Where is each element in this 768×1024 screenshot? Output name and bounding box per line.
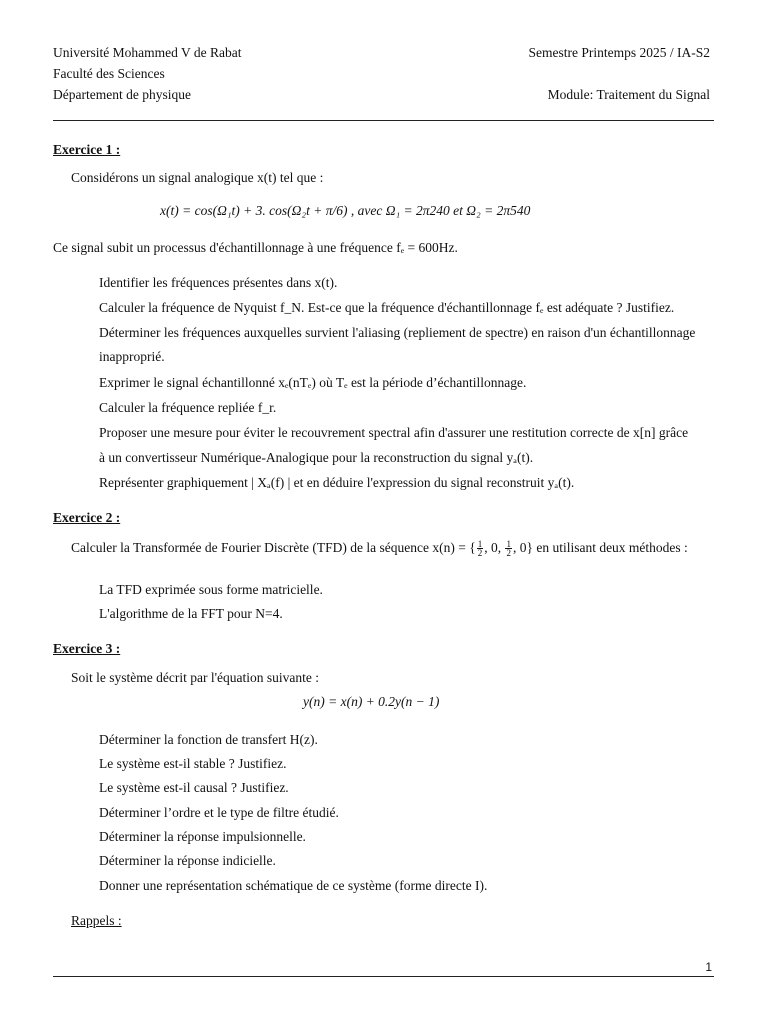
ex3-item-5: Déterminer la réponse impulsionnelle.: [99, 829, 306, 844]
exercise-1-equation: x(t) = cos(Ω₁t) + 3. cos(Ω₂t + π/6) , avec Ω₁ = 2π240 et Ω₂ = 2π540: [160, 203, 531, 218]
page-number: 1: [705, 960, 712, 974]
exercise-1-title: Exercice 1 :: [53, 142, 121, 157]
exercise-2-intro-end: } en utilisant deux méthodes :: [526, 540, 688, 555]
exercise-2-title: Exercice 2 :: [53, 510, 121, 525]
ex1-item-1: Identifier les fréquences présentes dans x(t).: [99, 275, 338, 290]
ex3-item-2: Le système est-il stable ? Justifiez.: [99, 756, 287, 771]
fraction-one-half: [505, 540, 512, 557]
fraction-one-half: [477, 540, 484, 557]
ex2-item-1: La TFD exprimée sous forme matricielle.: [99, 582, 323, 597]
exercise-1-sampling: Ce signal subit un processus d'échantillonnage à une fréquence fₑ = 600Hz.: [53, 240, 458, 255]
faculty-name: Faculté des Sciences: [53, 66, 165, 81]
ex1-item-5: Calculer la fréquence repliée f_r.: [99, 400, 277, 415]
exercise-3-title: Exercice 3 :: [53, 641, 121, 656]
ex3-item-7: Donner une représentation schématique de ce système (forme directe I).: [99, 878, 488, 893]
ex1-item-6-cont: à un convertisseur Numérique-Analogique pour la reconstruction du signal yₐ(t).: [99, 450, 534, 465]
exercise-1-intro: Considérons un signal analogique x(t) tel que :: [71, 170, 324, 185]
ex3-item-4: Déterminer l’ordre et le type de filtre étudié.: [99, 805, 339, 820]
module-label: Module: Traitement du Signal: [547, 87, 710, 102]
fraction-denominator: 2: [506, 548, 511, 559]
ex3-item-1: Déterminer la fonction de transfert H(z).: [99, 732, 318, 747]
ex1-item-4: Exprimer le signal échantillonné xₑ(nTₑ) où Tₑ est la période d’échantillonnage.: [99, 375, 527, 390]
ex1-item-3-cont: inapproprié.: [99, 349, 165, 364]
sequence-zero: 0: [519, 540, 527, 555]
fraction-numerator: 1: [477, 539, 483, 550]
ex1-item-6: Proposer une mesure pour éviter le recouvrement spectral afin d'assurer une restitution correcte de x[n] grâce: [99, 425, 689, 440]
fraction-numerator: 1: [506, 539, 511, 550]
ex1-item-3: Déterminer les fréquences auxquelles survient l'aliasing (repliement de spectre) en raison d'un échantillonnage: [99, 325, 696, 340]
ex1-item-7: Représenter graphiquement | Xₐ(f) | et en déduire l'expression du signal reconstruit yₐ(t).: [99, 475, 575, 490]
header-divider: [53, 120, 714, 121]
department-name: Département de physique: [53, 87, 191, 102]
fraction-denominator: 2: [477, 548, 483, 559]
ex3-item-3: Le système est-il causal ? Justifiez.: [99, 780, 289, 795]
university-name: Université Mohammed V de Rabat: [53, 45, 242, 60]
rappels-heading: Rappels :: [71, 913, 122, 928]
footer-divider: [53, 976, 714, 977]
ex3-item-6: Déterminer la réponse indicielle.: [99, 853, 276, 868]
exercise-2-intro-start: Calculer la Transformée de Fourier Discrète (TFD) de la séquence x(n) = {: [71, 540, 476, 555]
ex1-item-2: Calculer la fréquence de Nyquist f_N. Est-ce que la fréquence d'échantillonnage fₑ est adéquate ? Justifiez.: [99, 300, 675, 315]
sequence-zero: 0: [490, 540, 498, 555]
exercise-2-intro: Calculer la Transformée de Fourier Discrète (TFD) de la séquence x(n) = { $\frac{1}{2}$ , 0, $\frac{1}{2}$ , 0} en utilisant deux méthodes :: [71, 539, 688, 559]
semester-label: Semestre Printemps 2025 / IA-S2: [528, 45, 710, 60]
exercise-3-intro: Soit le système décrit par l'équation suivante :: [71, 670, 319, 685]
exercise-3-equation: y(n) = x(n) + 0.2y(n − 1): [303, 694, 440, 709]
ex2-item-2: L'algorithme de la FFT pour N=4.: [99, 606, 283, 621]
